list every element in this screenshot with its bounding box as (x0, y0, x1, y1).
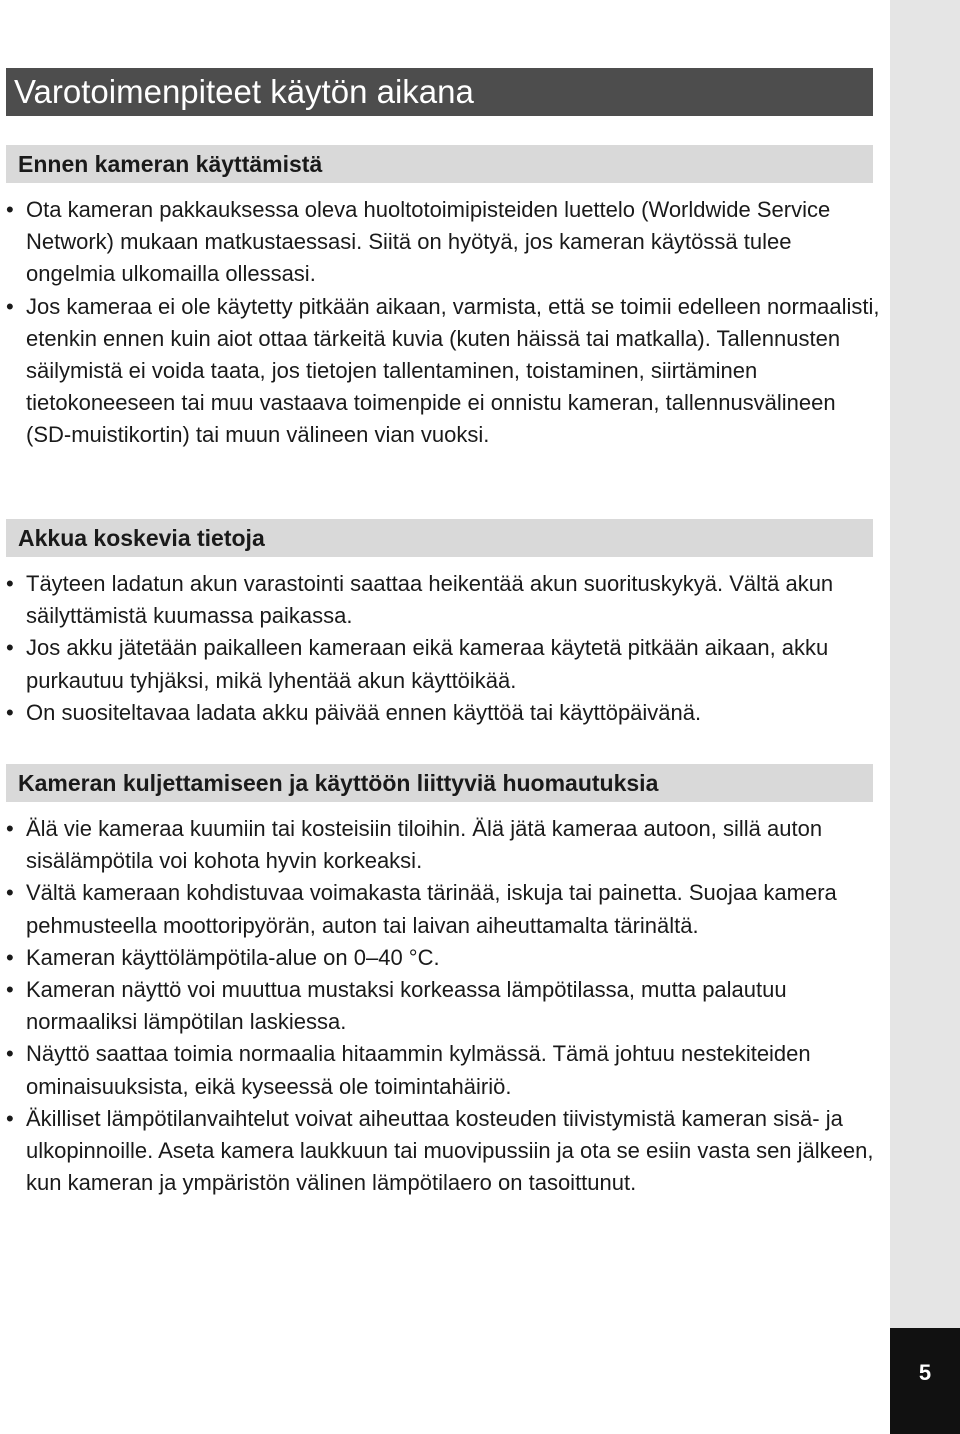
bullet-icon: • (6, 944, 14, 970)
list-item: • Kameran käyttölämpötila-alue on 0–40 °C. (4, 942, 884, 974)
list-item: • Jos akku jätetään paikalleen kameraan eikä kameraa käytetä pitkään aikaan, akku purkautuu tyhjäksi, mikä lyhentää akun käyttöikää. (4, 632, 884, 696)
page-title: Varotoimenpiteet käytön aikana (6, 68, 873, 116)
bullet-icon: • (6, 293, 14, 319)
bullet-icon: • (6, 1041, 14, 1067)
list-item: • Vältä kameraan kohdistuvaa voimakasta tärinää, iskuja tai painetta. Suojaa kamera pehmusteella moottoripyörän, auton tai laivan aiheuttamalta tärinältä. (4, 877, 884, 941)
bullet-icon: • (6, 816, 14, 841)
list-item: • Täyteen ladatun akun varastointi saattaa heikentää akun suorituskykyä. Vältä akun säilyttämistä kuumassa paikassa. (4, 568, 884, 632)
section-heading-battery: Akkua koskevia tietoja (6, 519, 873, 557)
list-item: • Äkilliset lämpötilanvaihtelut voivat aiheuttaa kosteuden tiivistymistä kameran sisä- ja ulkopinnoille. Aseta kamera laukkuun tai muovipussiin ja ota se esiin vasta sen jälkeen, kun kameran ja ympäristön välinen lämpötilaero on tasoittunut. (4, 1103, 884, 1200)
list-item: • Älä vie kameraa kuumiin tai kosteisiin tiloihin. Älä jätä kameraa autoon, sillä auton sisälämpötila voi kohota hyvin korkeaksi. (4, 813, 884, 877)
bullet-icon: • (6, 977, 14, 1003)
list-item: • Näyttö saattaa toimia normaalia hitaammin kylmässä. Tämä johtuu nestekiteiden ominaisuuksista, eikä kyseessä ole toimintahäiriö. (4, 1038, 884, 1102)
page-number: 5 (890, 1328, 960, 1434)
bullet-icon: • (6, 699, 14, 725)
section-heading-before-use: Ennen kameran käyttämistä (6, 145, 873, 183)
list-item: • Jos kameraa ei ole käytetty pitkään aikaan, varmista, että se toimii edelleen normaalisti, etenkin ennen kuin aiot ottaa tärkeitä kuvia (kuten häissä tai matkalla). Tallennusten säilymistä ei voida taata, jos tietojen tallentaminen, toistaminen, siirtäminen tietokoneeseen tai muu vastaava toimenpide ei onnistu kameran, tallennusvälineen (SD-muistikortin) tai muun välineen vian vuoksi. (4, 291, 884, 452)
side-tab-strip (890, 0, 960, 1434)
bullet-icon: • (6, 197, 14, 222)
bullet-icon: • (6, 635, 14, 661)
section-list-before-use (4, 194, 884, 452)
list-item: • Kameran näyttö voi muuttua mustaksi korkeassa lämpötilassa, mutta palautuu normaaliksi lämpötilan laskiessa. (4, 974, 884, 1038)
bullet-icon: • (6, 571, 14, 596)
list-item: • On suositeltavaa ladata akku päivää ennen käyttöä tai käyttöpäivänä. (4, 697, 884, 729)
list-item: • Ota kameran pakkauksessa oleva huoltotoimipisteiden luettelo (Worldwide Service Network) mukaan matkustaessasi. Siitä on hyötyä, jos kameran käytössä tulee ongelmia ulkomailla ollessasi. (4, 194, 884, 291)
section-list-battery (4, 568, 884, 729)
bullet-icon: • (6, 880, 14, 906)
bullet-icon: • (6, 1105, 14, 1131)
section-heading-transport-use: Kameran kuljettamiseen ja käyttöön liittyviä huomautuksia (6, 764, 873, 802)
section-list-transport-use (4, 813, 884, 1199)
